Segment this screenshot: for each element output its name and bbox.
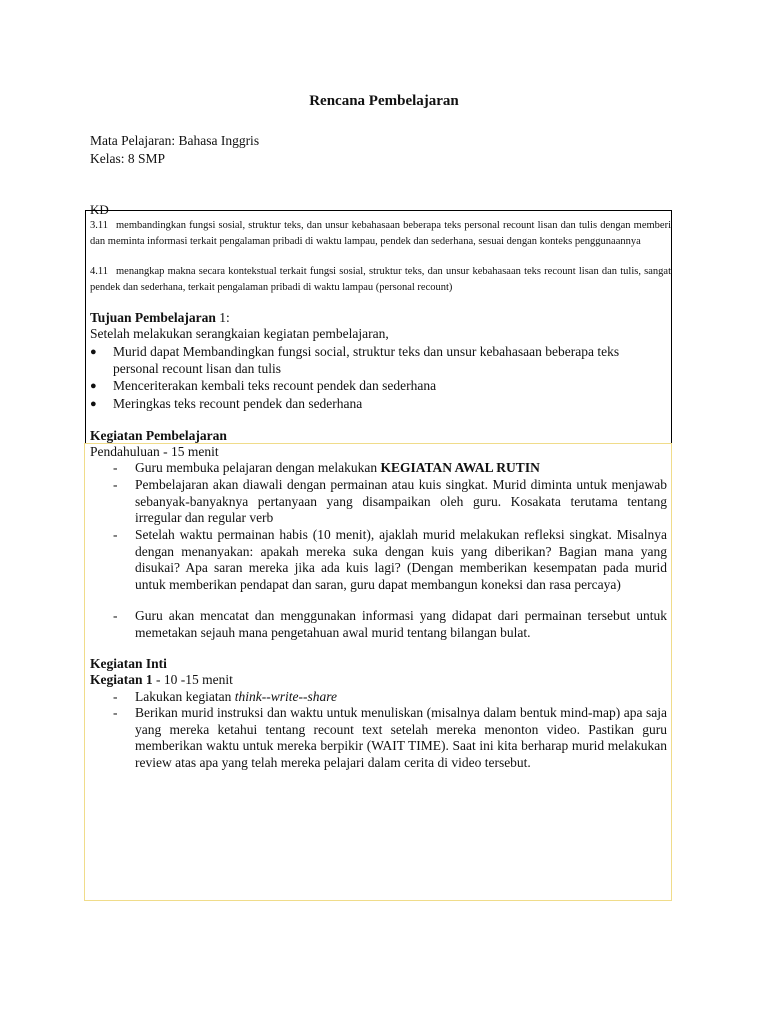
list-item	[113, 689, 667, 706]
tujuan-heading: Tujuan Pembelajaran	[90, 310, 216, 325]
list-item-text: Pembelajaran akan diawali dengan permainan atau kuis singkat. Murid diminta untuk menjawab sebanyak-banyaknya pertanyaan yang disampaikan oleh guru. Kosakata terutama tentang irregular dan regular verb	[135, 477, 667, 525]
item-bold-text: KEGIATAN AWAL RUTIN	[380, 460, 540, 475]
kd-label: KD	[90, 202, 109, 217]
inti-heading: Kegiatan Inti	[90, 656, 167, 671]
item-text: Lakukan kegiatan	[135, 689, 235, 704]
list-item-text	[135, 689, 667, 706]
list-item	[113, 460, 667, 477]
list-item-text: Meringkas teks recount pendek dan sederhana	[113, 396, 363, 411]
item-text: Guru membuka pelajaran dengan melakukan	[135, 460, 381, 475]
pendahuluan-line: Pendahuluan - 15 menit	[90, 444, 219, 459]
kd-number: 4.11	[90, 266, 108, 277]
list-item	[113, 527, 667, 593]
dash-marker: -	[113, 689, 118, 704]
dash-marker: -	[113, 527, 118, 542]
list-item-text: Berikan murid instruksi dan waktu untuk menuliskan (misalnya dalam bentuk mind-map) apa saja yang mereka ketahui tentang recount text setelah mereka menonton video. Pastikan guru memberikan waktu untuk mereka berpikir (WAIT TIME). Saat ini kita berharap murid melakukan review atas apa yang telah mereka pelajari dalam cerita di video tersebut.	[135, 705, 667, 770]
dash-marker: -	[113, 477, 118, 492]
list-item-text: Setelah waktu permainan habis (10 menit), ajaklah murid melakukan refleksi singkat. Misalnya dengan menanyakan: apakah mereka suka dengan kuis yang diberikan? Bagian mana yang disukai? Apa saran mereka jika ada kuis lagi? (Dengan memberikan kesempatan pada murid untuk memberikan pendapat dan saran, guru dapat membangun koneksi dan rasa percaya)	[135, 527, 667, 592]
kegiatan1-label: Kegiatan 1	[90, 672, 153, 687]
dash-marker: -	[113, 705, 118, 720]
tujuan-heading-suffix: 1:	[215, 310, 230, 325]
kegiatan-heading: Kegiatan Pembelajaran	[90, 428, 227, 443]
bullet-icon: ●	[90, 398, 97, 410]
kegiatan1-line	[90, 672, 233, 689]
dash-marker: -	[113, 608, 118, 623]
class-line: Kelas: 8 SMP	[90, 151, 166, 166]
list-item	[113, 477, 667, 527]
tujuan-heading-line	[90, 310, 230, 327]
subject-line: Mata Pelajaran: Bahasa Inggris	[90, 133, 260, 148]
list-item-text: Murid dapat Membandingkan fungsi social, struktur teks dan unsur kebahasaan beberapa teks personal recount lisan dan tulis	[113, 344, 620, 376]
list-item	[113, 608, 667, 641]
list-item-text: Menceriterakan kembali teks recount pendek dan sederhana	[113, 378, 437, 393]
kd-item	[90, 218, 671, 249]
dash-marker: -	[113, 460, 118, 475]
kd-item	[90, 264, 671, 295]
kd-text: menangkap makna secara kontekstual terkait fungsi sosial, struktur teks, dan unsur kebahasaan teks recount lisan dan tulis, sangat pendek dan sederhana, terkait pengalaman pribadi di waktu lampau (personal recount)	[90, 266, 671, 293]
list-item	[113, 705, 667, 771]
list-item	[90, 396, 665, 413]
kd-text: membandingkan fungsi sosial, struktur teks, dan unsur kebahasaan beberapa teks personal recount lisan dan tulis dengan memberi dan meminta informasi terkait pengalaman pribadi di waktu lampau, pendek dan sederhana, sesuai dengan konteks penggunaannya	[90, 220, 671, 247]
list-item-text: Guru akan mencatat dan menggunakan informasi yang didapat dari permainan tersebut untuk memetakan sejauh mana pengetahuan awal murid tentang bilangan bulat.	[135, 608, 667, 640]
list-item	[90, 344, 665, 377]
bullet-icon: ●	[90, 380, 97, 392]
bullet-icon: ●	[90, 346, 97, 358]
list-item-text	[135, 460, 667, 477]
page-title: Rencana Pembelajaran	[309, 93, 459, 109]
tujuan-intro: Setelah melakukan serangkaian kegiatan pembelajaran,	[90, 326, 389, 341]
item-italic-text: think--write--share	[234, 689, 337, 704]
list-item	[90, 378, 665, 395]
kd-number: 3.11	[90, 220, 108, 231]
kegiatan1-duration: - 10 -15 menit	[152, 672, 233, 687]
